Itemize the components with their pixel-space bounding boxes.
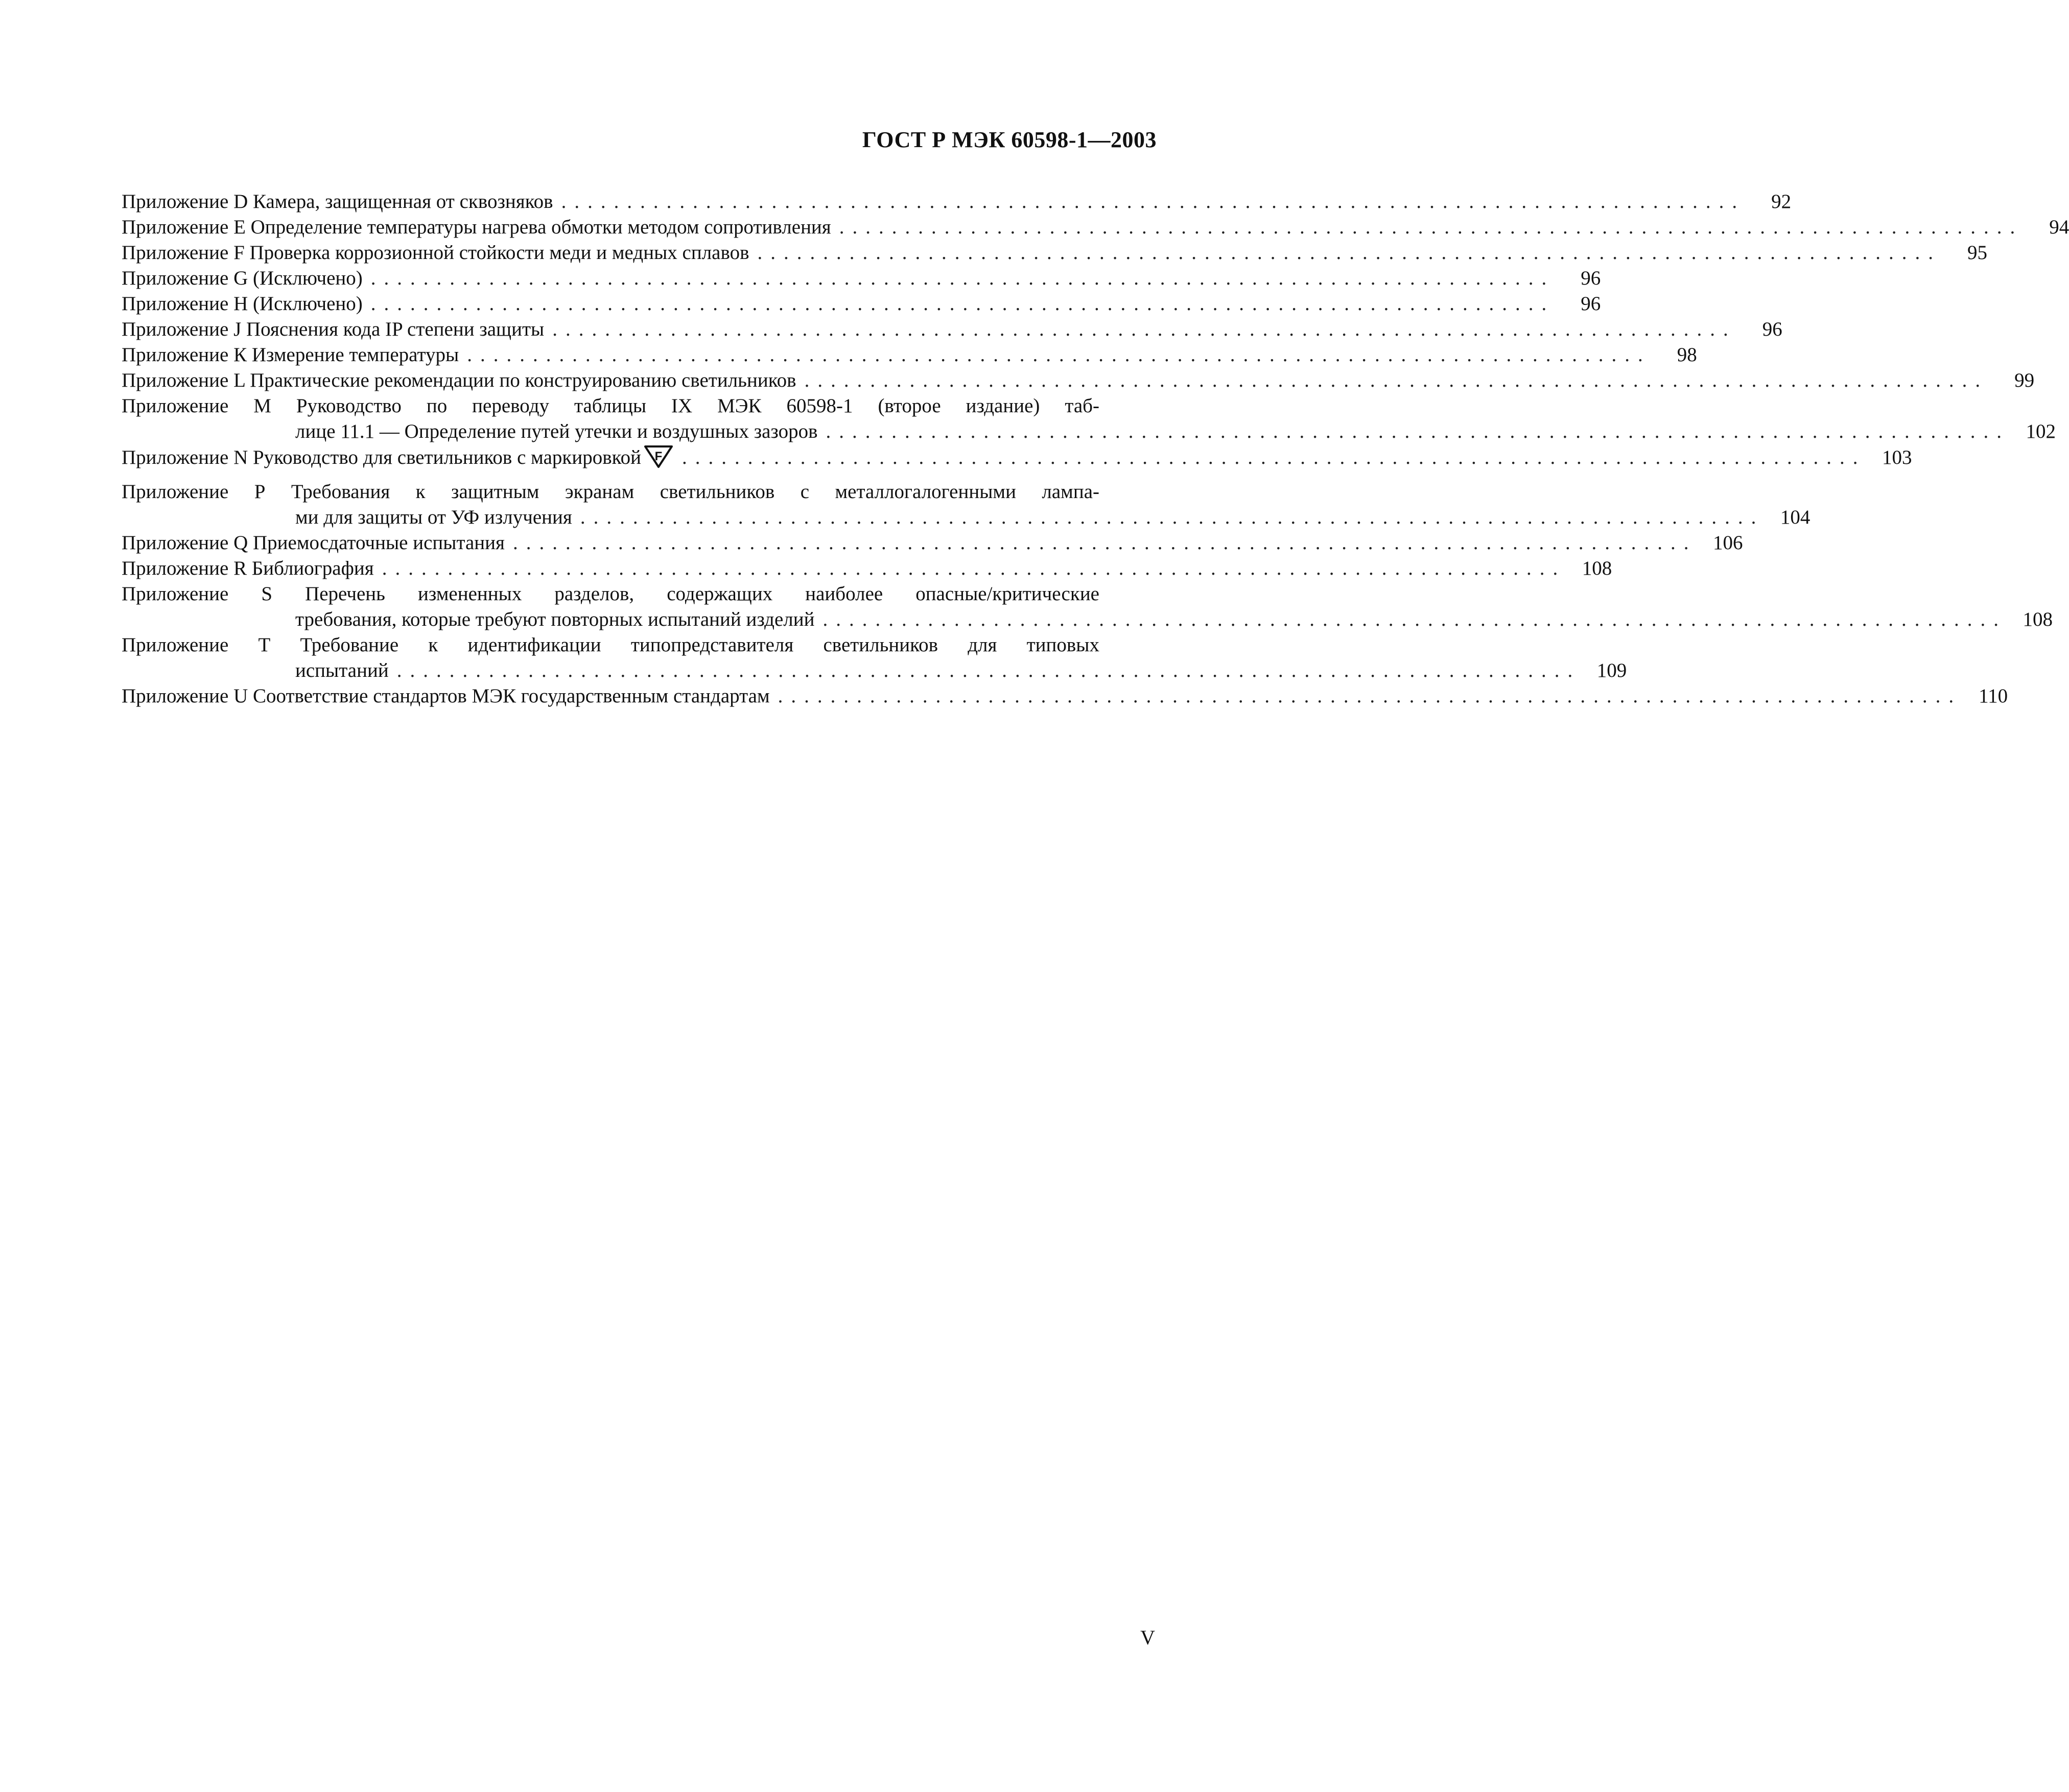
toc-entry-title: Приложение F Проверка коррозионной стойкости меди и медных сплавов — [122, 242, 749, 264]
toc-entry-title: Приложение Н (Исключено) — [122, 293, 363, 315]
toc-entry-m[interactable] — [122, 393, 2056, 444]
toc-entry-t[interactable] — [122, 632, 1627, 683]
toc-page-number: 104 — [1780, 506, 1811, 528]
dot-leader: .......................................................................................... — [778, 685, 1962, 707]
F-triangle-mark-icon — [643, 444, 674, 469]
toc-entry-title: Приложение Т Требование к идентификации типопредставителя светильников для типовых — [122, 634, 1099, 656]
toc-entry-r[interactable] — [122, 556, 1612, 581]
toc-page-number: 96 — [1581, 293, 1601, 315]
document-header: ГОСТ Р МЭК 60598-1—2003 — [862, 127, 1157, 152]
toc-page-number: 108 — [2023, 608, 2053, 630]
toc-page-number: 96 — [1762, 318, 1782, 340]
toc-entry-g[interactable] — [122, 266, 1601, 291]
dot-leader: .......................................................................................... — [804, 369, 1989, 391]
toc-entry-f[interactable] — [122, 240, 1988, 266]
dot-leader: .......................................................................................... — [370, 267, 1555, 289]
toc-page-number: 106 — [1712, 532, 1743, 554]
dot-leader: .......................................................................................... — [512, 532, 1697, 554]
toc-entry-title: Приложение R Библиография — [122, 557, 374, 579]
toc-entry-k[interactable] — [122, 342, 1697, 368]
toc-entry-title-continued: ми для защиты от УФ излучения — [295, 506, 572, 528]
toc-entry-title: Приложение S Перечень измененных разделов, содержащих наиболее опасные/критические — [122, 583, 1099, 605]
toc-page-number: 103 — [1882, 446, 1912, 468]
toc-entry-title: Приложение J Пояснения кода IP степени защиты — [122, 318, 545, 340]
toc-entry-h[interactable] — [122, 291, 1601, 317]
dot-leader: .......................................................................................... — [681, 446, 1866, 468]
toc-page-number: 95 — [1967, 242, 1988, 264]
toc-page-number: 92 — [1771, 191, 1792, 213]
dot-leader: .......................................................................................... — [370, 293, 1555, 315]
svg-text:F: F — [654, 450, 663, 463]
toc-page-number: 102 — [2026, 420, 2056, 442]
toc-entry-q[interactable] — [122, 530, 1743, 556]
toc-entry-title: Приложение L Практические рекомендации по конструированию светильников — [122, 369, 796, 391]
toc-entry-u[interactable] — [122, 683, 2008, 709]
dot-leader: .......................................................................................... — [757, 242, 1942, 264]
dot-leader: .......................................................................................... — [580, 506, 1765, 528]
table-of-contents — [122, 189, 2069, 709]
toc-entry-title: Приложение N Руководство для светильников с маркировкой F — [122, 444, 674, 470]
toc-entry-title: Приложение М Руководство по переводу таблицы IX МЭК 60598-1 (второе издание) таб- — [122, 395, 1099, 417]
toc-entry-title: Приложение G (Исключено) — [122, 267, 363, 289]
toc-entry-title: Приложение Q Приемосдаточные испытания — [122, 532, 505, 554]
dot-leader: .......................................................................................... — [822, 608, 2007, 630]
toc-entry-title-continued: требования, которые требуют повторных испытаний изделий — [295, 608, 815, 630]
toc-entry-n[interactable] — [122, 444, 1912, 470]
toc-page-number: 96 — [1581, 267, 1601, 289]
dot-leader: .......................................................................................... — [396, 659, 1581, 681]
toc-page-number: 108 — [1582, 557, 1612, 579]
toc-page-number: 110 — [1979, 685, 2008, 707]
toc-entry-s[interactable] — [122, 581, 2053, 632]
toc-entry-j[interactable] — [122, 317, 1782, 342]
dot-leader: .......................................................................................... — [826, 420, 2010, 442]
toc-entry-l[interactable] — [122, 368, 2035, 393]
toc-page-number: 98 — [1677, 344, 1697, 366]
toc-entry-title: Приложение U Соответствие стандартов МЭК государственным стандартам — [122, 685, 770, 707]
toc-page-number: 99 — [2014, 369, 2035, 391]
toc-entry-title-continued: испытаний — [295, 659, 389, 681]
dot-leader: .......................................................................................... — [552, 318, 1736, 340]
toc-entry-d[interactable] — [122, 189, 1792, 215]
toc-entry-title: Приложение К Измерение температуры — [122, 344, 459, 366]
toc-entry-p[interactable] — [122, 479, 1811, 530]
toc-page-number: 94 — [2049, 216, 2069, 238]
toc-entry-e[interactable] — [122, 215, 2069, 240]
page-number: V — [1140, 1626, 1155, 1649]
dot-leader: .......................................................................................... — [382, 557, 1566, 579]
toc-entry-title-continued: лице 11.1 — Определение путей утечки и воздушных зазоров — [295, 420, 818, 442]
toc-entry-title: Приложение D Камера, защищенная от сквозняков — [122, 191, 553, 213]
toc-entry-title: Приложение Р Требования к защитным экранам светильников с металлогалогенными лампа- — [122, 481, 1099, 503]
dot-leader: .......................................................................................... — [467, 344, 1651, 366]
toc-page-number: 109 — [1596, 659, 1627, 681]
dot-leader: .......................................................................................... — [561, 191, 1746, 213]
dot-leader: .......................................................................................... — [839, 216, 2024, 238]
toc-entry-title: Приложение Е Определение температуры нагрева обмотки методом сопротивления — [122, 216, 831, 238]
